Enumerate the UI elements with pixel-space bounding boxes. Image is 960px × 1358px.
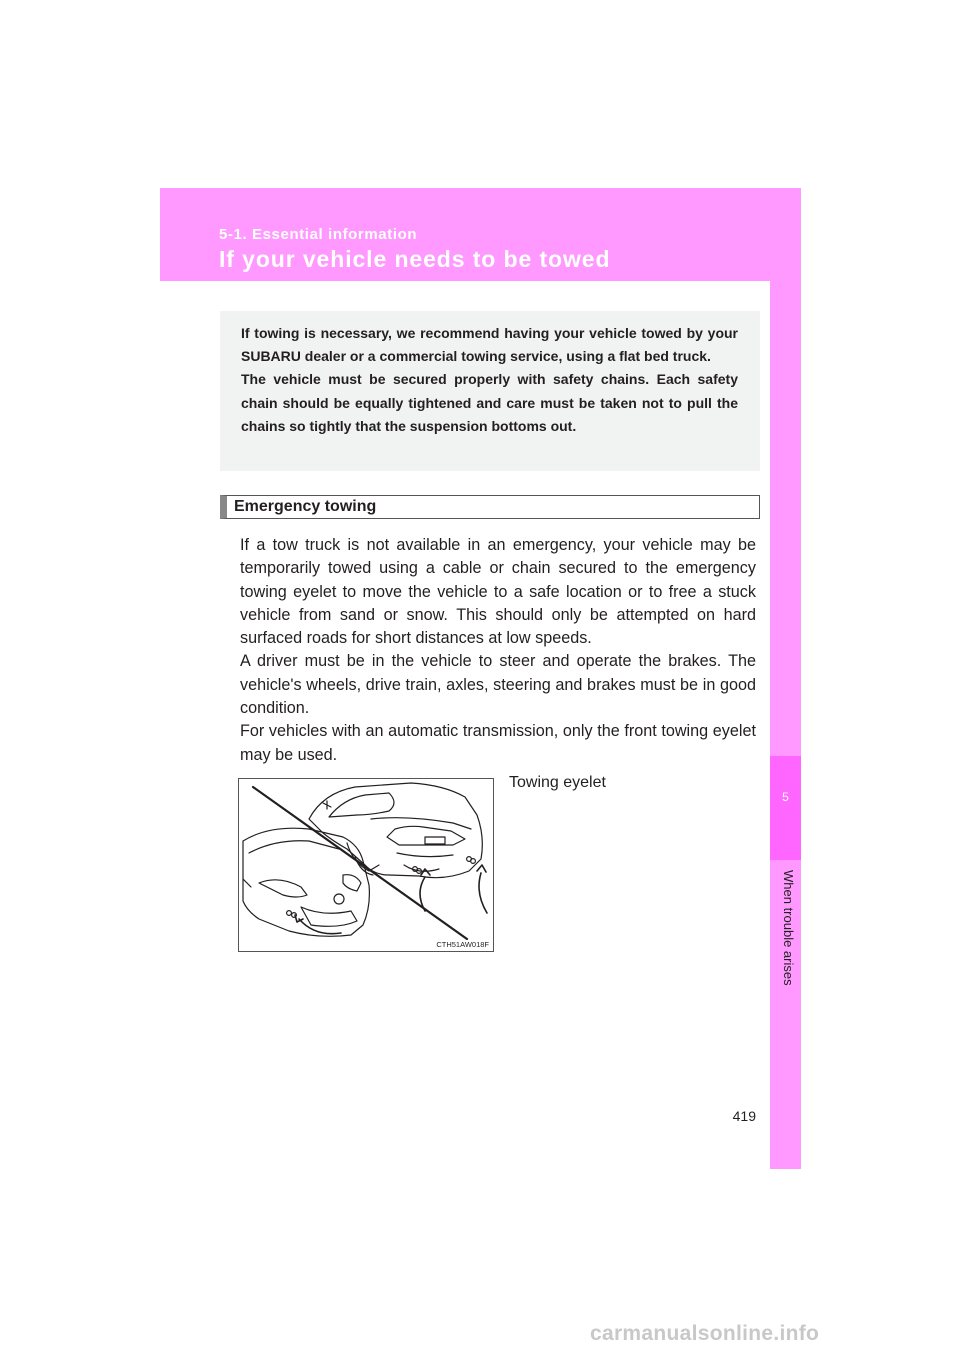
figure-illustration	[239, 779, 493, 951]
body-paragraph-3: For vehicles with an automatic transmission, only the front towing eyelet may be used.	[240, 722, 756, 764]
diagonal-divider	[253, 787, 467, 939]
callout-towing-eyelet: Towing eyelet	[509, 774, 606, 791]
car-front-illustration	[243, 828, 369, 936]
body-paragraph-2: A driver must be in the vehicle to steer and operate the brakes. The vehicle's wheels, drive train, axles, steering and brakes must be in good condition.	[240, 652, 756, 718]
side-tab-active[interactable]	[770, 756, 801, 860]
intro-paragraph-2: The vehicle must be secured properly with safety chains. Each safety chain should be equally tightened and care must be taken not to pull the chains so tightly that the suspension bottoms out.	[241, 371, 738, 434]
section-label: 5-1. Essential information	[219, 226, 418, 243]
chapter-name: When trouble arises	[781, 870, 796, 986]
intro-paragraph-1: If towing is necessary, we recommend having your vehicle towed by your SUBARU dealer or a commercial towing service, using a flat bed truck.	[241, 325, 738, 365]
body-text	[240, 534, 756, 767]
watermark: carmanualsonline.info	[590, 1322, 820, 1345]
car-rear-illustration	[309, 783, 482, 878]
side-tab	[770, 281, 801, 1169]
body-paragraph-1: If a tow truck is not available in an emergency, your vehicle may be temporarily towed using a cable or chain secured to the emergency towing eyelet to move the vehicle to a safe location or to free a stuck vehicle from sand or snow. This should only be attempted on hard surfaced roads for short distances at low speeds.	[240, 536, 756, 648]
towing-eyelet-figure	[238, 778, 494, 952]
figure-code: CTH51AW018F	[436, 940, 489, 949]
intro-box	[220, 311, 760, 471]
chapter-number: 5	[782, 790, 789, 804]
page-number: 419	[732, 1108, 756, 1124]
page-title: If your vehicle needs to be towed	[219, 246, 611, 272]
subheading-text: Emergency towing	[234, 498, 377, 515]
subheading-emergency-towing	[220, 495, 760, 519]
